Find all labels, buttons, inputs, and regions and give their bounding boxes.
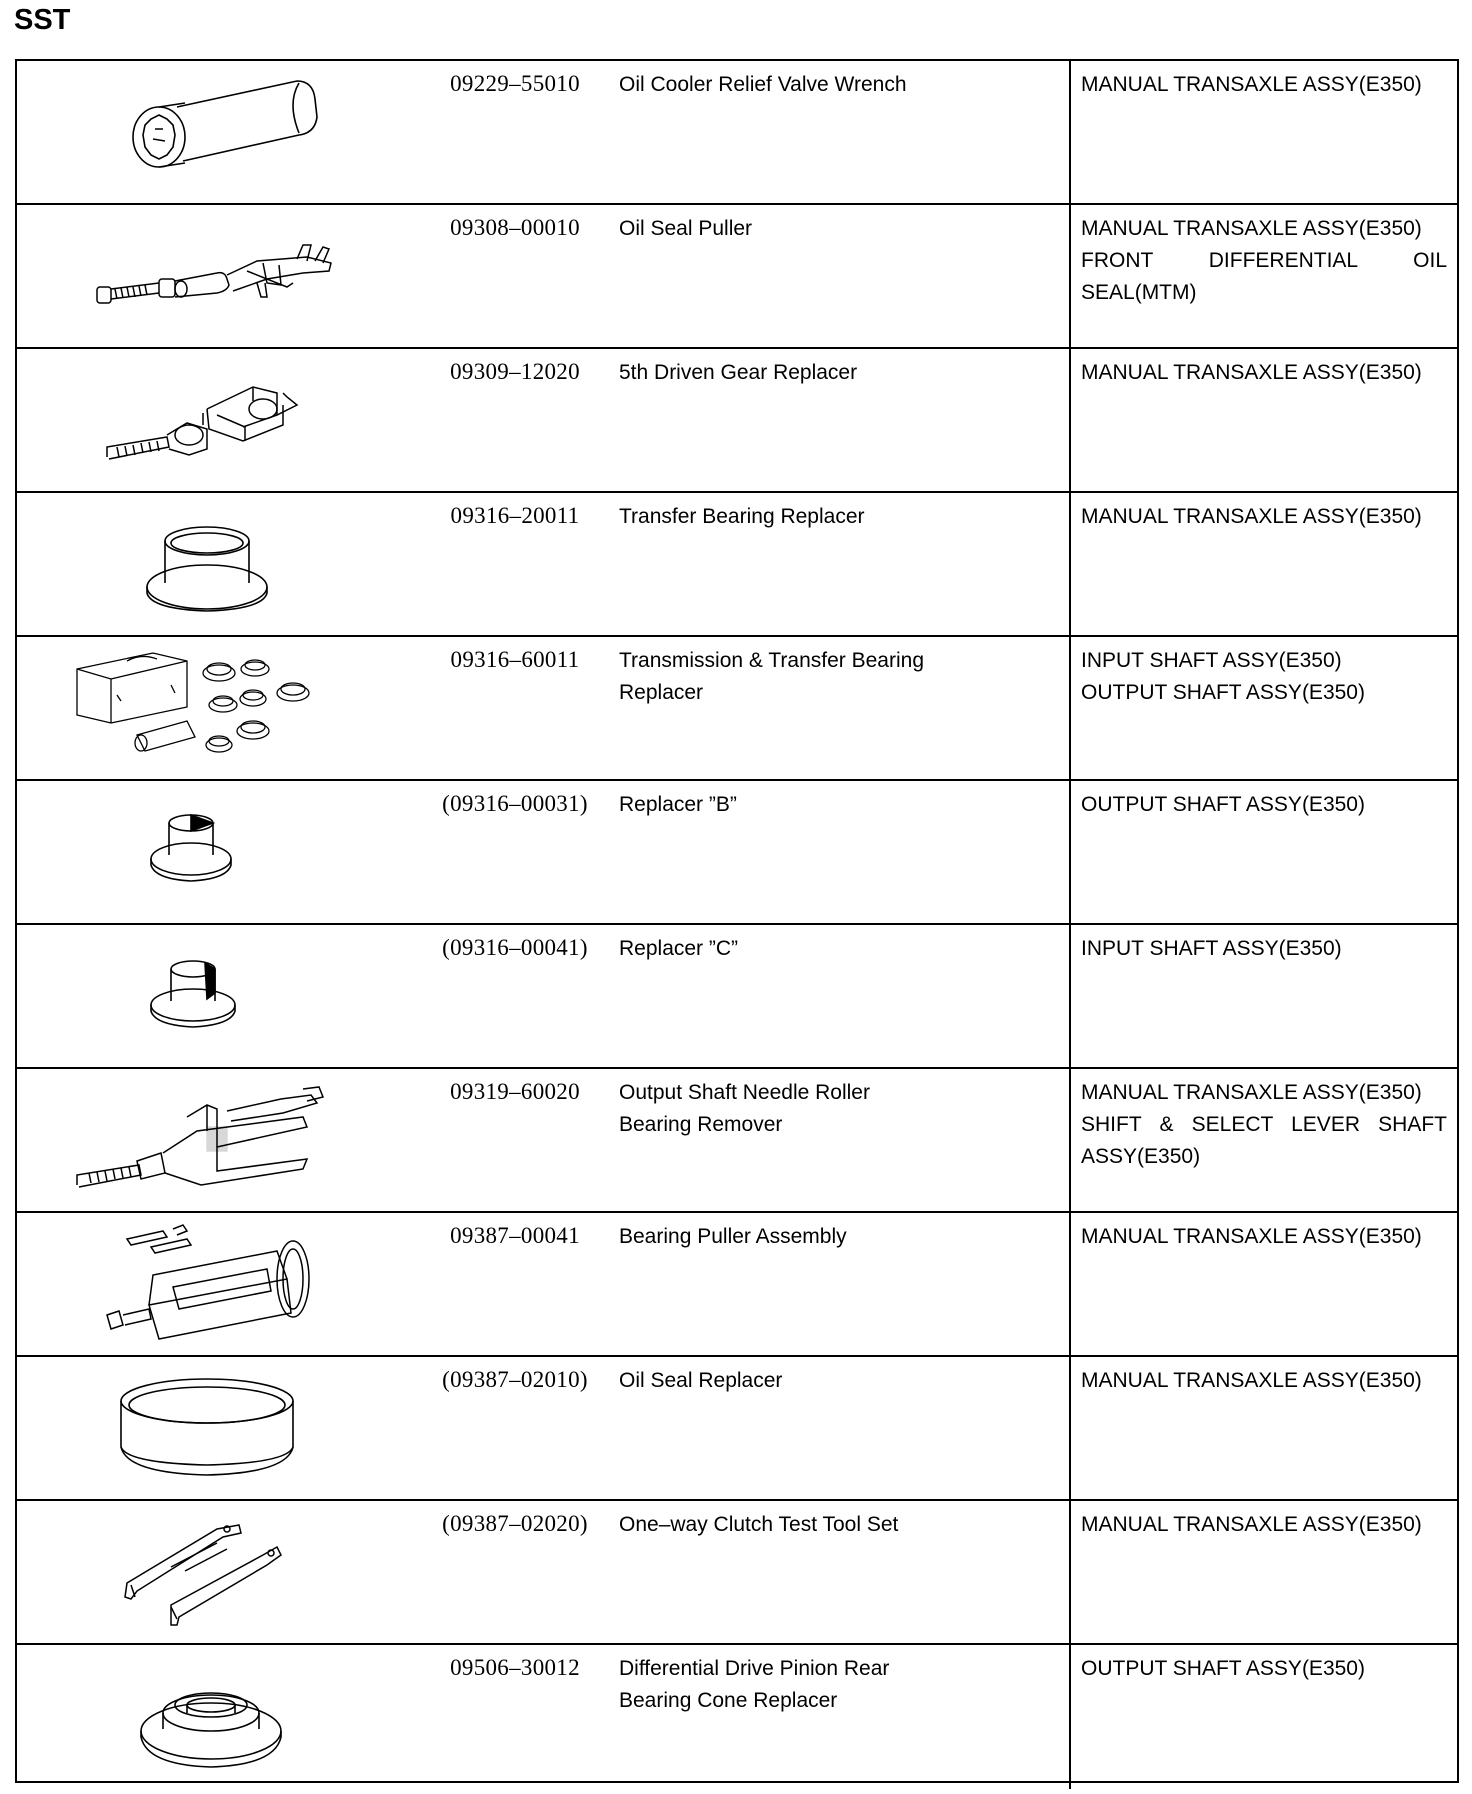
tool-name-line: Oil Seal Puller xyxy=(619,217,753,240)
tool-name-line: Replacer xyxy=(619,681,704,704)
usage-cell xyxy=(1081,1221,1447,1253)
usage-line: INPUT SHAFT ASSY(E350) xyxy=(1081,937,1342,960)
usage-cell xyxy=(1081,1509,1447,1541)
tool-name-line: Output Shaft Needle Roller xyxy=(619,1081,870,1104)
column-divider xyxy=(1069,1069,1071,1211)
clutch-test-tool-icon xyxy=(67,1509,367,1637)
usage-line: MANUAL TRANSAXLE ASSY(E350) xyxy=(1081,361,1422,384)
usage-line: INPUT SHAFT ASSY(E350) xyxy=(1081,649,1342,672)
usage-line: MANUAL TRANSAXLE ASSY(E350) xyxy=(1081,217,1422,240)
column-divider xyxy=(1069,493,1071,635)
table-row xyxy=(17,349,1457,493)
tool-name-line: Bearing Cone Replacer xyxy=(619,1689,838,1712)
usage-cell xyxy=(1081,357,1447,389)
usage-cell xyxy=(1081,933,1447,965)
usage-line: OUTPUT SHAFT ASSY(E350) xyxy=(1081,793,1365,816)
part-number: (09316–00031) xyxy=(442,791,588,816)
usage-cell xyxy=(1081,1653,1447,1685)
table-row xyxy=(17,637,1457,781)
usage-cell xyxy=(1081,789,1447,821)
tool-name-line: Bearing Remover xyxy=(619,1113,783,1136)
part-number: 09316–20011 xyxy=(450,503,580,528)
socket-wrench-icon xyxy=(67,69,367,197)
table-row xyxy=(17,1213,1457,1357)
sst-table xyxy=(15,59,1459,1783)
usage-cell xyxy=(1081,1077,1447,1173)
usage-cell xyxy=(1081,501,1447,533)
part-number: 09309–12020 xyxy=(450,359,580,384)
tool-name-line: Replacer ”C” xyxy=(619,937,739,960)
tool-name-line: Bearing Puller Assembly xyxy=(619,1225,847,1248)
table-row xyxy=(17,205,1457,349)
tool-name xyxy=(619,1221,1049,1253)
tool-name-line: One–way Clutch Test Tool Set xyxy=(619,1513,899,1536)
replacer-b-icon xyxy=(67,789,367,917)
tool-name xyxy=(619,1509,1049,1541)
table-row xyxy=(17,925,1457,1069)
gear-replacer-icon xyxy=(67,357,367,485)
tool-name-line: Oil Seal Replacer xyxy=(619,1369,783,1392)
part-number: 09506–30012 xyxy=(450,1655,580,1680)
usage-cell xyxy=(1081,645,1447,709)
table-row xyxy=(17,61,1457,205)
table-row xyxy=(17,493,1457,637)
usage-line: MANUAL TRANSAXLE ASSY(E350) xyxy=(1081,1225,1422,1248)
usage-line: OUTPUT SHAFT ASSY(E350) xyxy=(1081,681,1365,704)
tool-name xyxy=(619,1077,1049,1141)
bearing-puller-icon xyxy=(67,1221,367,1349)
part-number: 09387–00041 xyxy=(450,1223,580,1248)
usage-line: MANUAL TRANSAXLE ASSY(E350) xyxy=(1081,1081,1422,1104)
tool-name xyxy=(619,357,1049,389)
usage-line: SHIFT & SELECT LEVER SHAFT xyxy=(1081,1113,1447,1136)
table-row xyxy=(17,1069,1457,1213)
tool-name xyxy=(619,69,1049,101)
usage-line: MANUAL TRANSAXLE ASSY(E350) xyxy=(1081,1513,1422,1536)
part-number: 09308–00010 xyxy=(450,215,580,240)
table-row xyxy=(17,781,1457,925)
column-divider xyxy=(1069,1501,1071,1643)
ring-replacer-icon xyxy=(67,1365,367,1493)
tool-name-line: Transmission & Transfer Bearing xyxy=(619,649,925,672)
tool-name xyxy=(619,789,1049,821)
column-divider xyxy=(1069,781,1071,923)
table-row xyxy=(17,1357,1457,1501)
bearing-remover-icon xyxy=(67,1077,367,1205)
column-divider xyxy=(1069,1357,1071,1499)
part-number: 09316–60011 xyxy=(450,647,580,672)
tool-name xyxy=(619,213,1049,245)
cone-replacer-icon xyxy=(67,1653,367,1781)
usage-line: MANUAL TRANSAXLE ASSY(E350) xyxy=(1081,73,1422,96)
part-number: (09387–02020) xyxy=(442,1511,588,1536)
usage-line: SEAL(MTM) xyxy=(1081,281,1197,304)
usage-line: MANUAL TRANSAXLE ASSY(E350) xyxy=(1081,1369,1422,1392)
table-row xyxy=(17,1501,1457,1645)
tool-name-line: Transfer Bearing Replacer xyxy=(619,505,865,528)
column-divider xyxy=(1069,205,1071,347)
page-title: SST xyxy=(14,4,71,36)
tool-name xyxy=(619,501,1049,533)
usage-cell xyxy=(1081,213,1447,309)
column-divider xyxy=(1069,349,1071,491)
tool-name xyxy=(619,933,1049,965)
part-number: 09229–55010 xyxy=(450,71,580,96)
part-number: (09387–02010) xyxy=(442,1367,588,1392)
column-divider xyxy=(1069,925,1071,1067)
usage-line: MANUAL TRANSAXLE ASSY(E350) xyxy=(1081,505,1422,528)
part-number: 09319–60020 xyxy=(450,1079,580,1104)
tool-name xyxy=(619,1365,1049,1397)
oil-seal-puller-icon xyxy=(67,213,367,341)
usage-cell xyxy=(1081,69,1447,101)
tool-name-line: Oil Cooler Relief Valve Wrench xyxy=(619,73,907,96)
tool-kit-icon xyxy=(67,645,367,773)
column-divider xyxy=(1069,637,1071,779)
tool-name xyxy=(619,1653,1049,1717)
column-divider xyxy=(1069,1213,1071,1355)
column-divider xyxy=(1069,61,1071,203)
part-number: (09316–00041) xyxy=(442,935,588,960)
tool-name-line: Replacer ”B” xyxy=(619,793,737,816)
tool-name-line: Differential Drive Pinion Rear xyxy=(619,1657,890,1680)
tool-name xyxy=(619,645,1049,709)
usage-line: FRONT DIFFERENTIAL OIL xyxy=(1081,249,1447,272)
tool-name-line: 5th Driven Gear Replacer xyxy=(619,361,858,384)
bearing-replacer-icon xyxy=(67,501,367,629)
column-divider xyxy=(1069,1645,1071,1789)
usage-line: ASSY(E350) xyxy=(1081,1145,1201,1168)
usage-cell xyxy=(1081,1365,1447,1397)
table-row xyxy=(17,1645,1457,1789)
replacer-c-icon xyxy=(67,933,367,1061)
usage-line: OUTPUT SHAFT ASSY(E350) xyxy=(1081,1657,1365,1680)
